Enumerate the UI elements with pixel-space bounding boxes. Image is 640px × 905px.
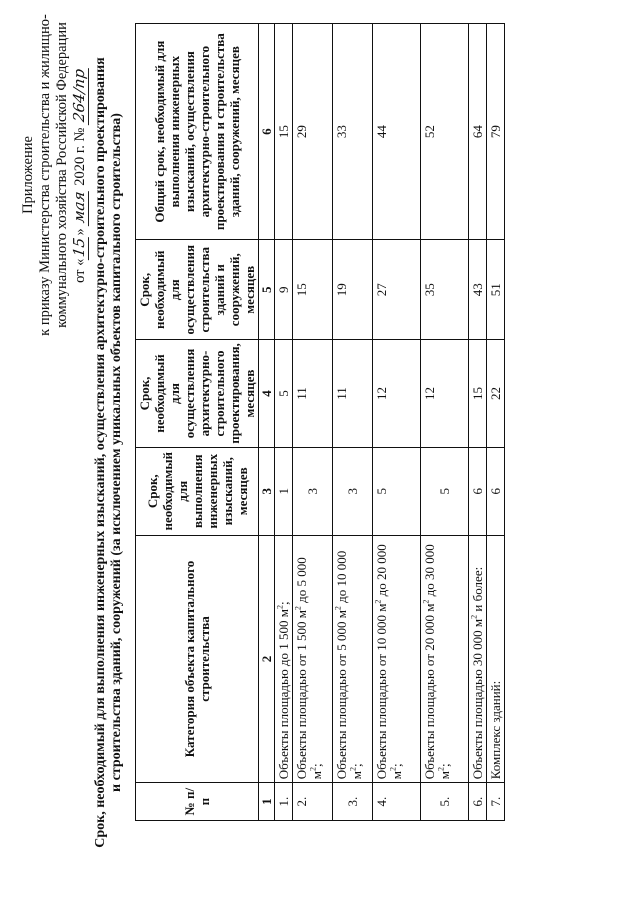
table-row: 4. Объекты площадью от 10 000 $м^2$ до 20 000 $м^2$; 5 12 27 44 [373, 24, 421, 821]
row-category: Объекты площадью от 5 000 $м^2$ до 10 000 $м^2$; [333, 535, 373, 783]
row-category: Объекты площадью 30 000 $м^2$ и более: [469, 535, 487, 783]
row-category: Комплекс зданий: [487, 535, 505, 783]
column-numbers-row: 1 2 3 4 5 6 [259, 24, 275, 821]
row-category: Объекты площадью до 1 500 $м^2$; [275, 535, 293, 783]
appendix-date-line: от «15» мая 2020 г. № 264/пр [70, 67, 88, 283]
header-surveys: Срок, необходимый для выполнения инженерных изысканий, месяцев [136, 447, 259, 535]
title-line-1: Срок, необходимый для выполнения инженерных изысканий, осуществления архитектурно-строительного проектирования [93, 57, 108, 848]
table-row: 7. Комплекс зданий: 6 22 51 79 [487, 24, 505, 821]
table-row: 2. Объекты площадью от 1 500 $м^2$ до 5 000 $м^2$; 3 11 15 29 [293, 24, 333, 821]
table-header-row [136, 24, 259, 821]
table-row: 5. Объекты площадью от 20 000 $м^2$ до 30 000 $м^2$; 5 12 35 52 [421, 24, 469, 821]
table-row: 3. Объекты площадью от 5 000 $м^2$ до 10 000 $м^2$; 3 11 19 33 [333, 24, 373, 821]
header-construction: Срок, необходимый для осуществления строительства зданий и сооружений, месяцев [136, 240, 259, 340]
header-design: Срок, необходимый для осуществления архитектурно-строительного проектирования, месяцев [136, 340, 259, 448]
handwritten-doc-number: 264/пр [71, 66, 89, 125]
handwritten-month: мая [71, 188, 89, 226]
header-number: № п/п [136, 783, 259, 821]
table-row: 1. Объекты площадью до 1 500 $м^2$; 1 5 9 15 [275, 24, 293, 821]
table-row: 6. Объекты площадью 30 000 $м^2$ и более: 6 15 43 64 [469, 24, 487, 821]
row-category: Объекты площадью от 10 000 $м^2$ до 20 000 $м^2$; [373, 535, 421, 783]
appendix-block [20, 5, 89, 345]
header-total: Общий срок, необходимый для выполнения инженерных изысканий, осуществления архитектурно-строительного проектирования и строительства зданий, сооружений, месяцев [136, 24, 259, 240]
appendix-title: Приложение [20, 136, 36, 214]
handwritten-day: 15 [71, 234, 89, 260]
terms-table [135, 23, 505, 821]
document-title [93, 0, 125, 905]
title-line-2: и строительства зданий, сооружений (за исключением уникальных объектов капитального строительства) [109, 113, 124, 792]
header-category: Категория объекта капитального строительства [136, 535, 259, 783]
row-category: Объекты площадью от 1 500 $м^2$ до 5 000 $м^2$; [293, 535, 333, 783]
appendix-line-2: к приказу Министерства строительства и жилищно- [37, 14, 53, 336]
row-category: Объекты площадью от 20 000 $м^2$ до 30 000 $м^2$; [421, 535, 469, 783]
appendix-line-3: коммунального хозяйства Российской Федерации [54, 22, 70, 328]
